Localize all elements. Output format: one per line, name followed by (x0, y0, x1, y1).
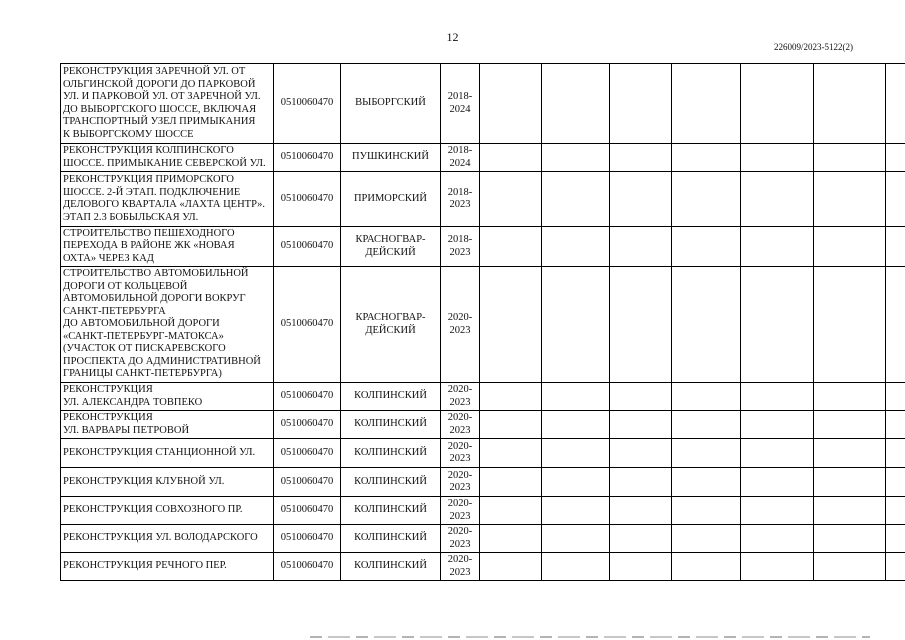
district-cell: КОЛПИНСКИЙ (341, 553, 441, 581)
project-name-cell: РЕКОНСТРУКЦИЯ ЗАРЕЧНОЙ УЛ. ОТ ОЛЬГИНСКОЙ ДОРОГИ ДО ПАРКОВОЙ УЛ. И ПАРКОВОЙ УЛ. ОТ ЗАРЕЧНОЙ УЛ. ДО ВЫБОРГСКОГО ШОССЕ, ВКЛЮЧАЯ ТРАНСПОРТНЫЙ УЗЕЛ ПРИМЫКАНИЯ К ВЫБОРГСКОМУ ШОССЕ (61, 64, 274, 144)
empty-cell (480, 468, 542, 497)
period-cell: 2020- 2023 (441, 439, 480, 468)
empty-cell (814, 144, 886, 172)
district-cell: КОЛПИНСКИЙ (341, 525, 441, 553)
district-cell: КОЛПИНСКИЙ (341, 411, 441, 439)
empty-cell (610, 64, 672, 144)
table-row (61, 267, 905, 383)
empty-cell (886, 227, 905, 267)
budget-code-cell: 0510060470 (274, 383, 341, 411)
district-cell: КОЛПИНСКИЙ (341, 468, 441, 497)
empty-cell (610, 497, 672, 525)
empty-cell (886, 468, 905, 497)
district-cell: ВЫБОРГСКИЙ (341, 64, 441, 144)
empty-cell (542, 439, 610, 468)
empty-cell (814, 64, 886, 144)
page-number: 12 (446, 30, 459, 44)
period-cell: 2020- 2023 (441, 497, 480, 525)
empty-cell (542, 172, 610, 227)
empty-cell (886, 64, 905, 144)
empty-cell (741, 468, 814, 497)
empty-cell (542, 497, 610, 525)
empty-cell (610, 267, 672, 383)
period-cell: 2020- 2023 (441, 553, 480, 581)
empty-cell (610, 411, 672, 439)
empty-cell (610, 525, 672, 553)
empty-cell (542, 383, 610, 411)
empty-cell (542, 468, 610, 497)
table-row (61, 144, 905, 172)
empty-cell (741, 383, 814, 411)
empty-cell (542, 553, 610, 581)
empty-cell (741, 64, 814, 144)
project-name-cell: РЕКОНСТРУКЦИЯ РЕЧНОГО ПЕР. (61, 553, 274, 581)
empty-cell (610, 439, 672, 468)
empty-cell (814, 172, 886, 227)
empty-cell (672, 411, 741, 439)
empty-cell (741, 144, 814, 172)
project-name-cell: РЕКОНСТРУКЦИЯ КЛУБНОЙ УЛ. (61, 468, 274, 497)
scan-artifact (310, 636, 870, 638)
empty-cell (814, 525, 886, 553)
empty-cell (610, 468, 672, 497)
empty-cell (480, 172, 542, 227)
empty-cell (480, 553, 542, 581)
district-cell: КОЛПИНСКИЙ (341, 383, 441, 411)
empty-cell (741, 525, 814, 553)
empty-cell (886, 525, 905, 553)
project-name-cell: РЕКОНСТРУКЦИЯ УЛ. ВОЛОДАРСКОГО (61, 525, 274, 553)
empty-cell (610, 227, 672, 267)
empty-cell (886, 411, 905, 439)
empty-cell (672, 144, 741, 172)
empty-cell (672, 64, 741, 144)
project-name-cell: РЕКОНСТРУКЦИЯ УЛ. АЛЕКСАНДРА ТОВПЕКО (61, 383, 274, 411)
empty-cell (814, 383, 886, 411)
budget-code-cell: 0510060470 (274, 439, 341, 468)
empty-cell (542, 64, 610, 144)
empty-cell (480, 267, 542, 383)
table-row (61, 439, 905, 468)
budget-code-cell: 0510060470 (274, 267, 341, 383)
empty-cell (672, 497, 741, 525)
empty-cell (886, 439, 905, 468)
empty-cell (672, 267, 741, 383)
project-name-cell: РЕКОНСТРУКЦИЯ СТАНЦИОННОЙ УЛ. (61, 439, 274, 468)
empty-cell (886, 172, 905, 227)
project-name-cell: СТРОИТЕЛЬСТВО ПЕШЕХОДНОГО ПЕРЕХОДА В РАЙОНЕ ЖК «НОВАЯ ОХТА» ЧЕРЕЗ КАД (61, 227, 274, 267)
empty-cell (542, 267, 610, 383)
empty-cell (542, 144, 610, 172)
empty-cell (542, 411, 610, 439)
empty-cell (610, 172, 672, 227)
period-cell: 2018- 2024 (441, 144, 480, 172)
table-row (61, 553, 905, 581)
empty-cell (886, 267, 905, 383)
empty-cell (542, 227, 610, 267)
empty-cell (672, 525, 741, 553)
period-cell: 2018- 2024 (441, 64, 480, 144)
empty-cell (480, 439, 542, 468)
budget-code-cell: 0510060470 (274, 172, 341, 227)
empty-cell (741, 439, 814, 468)
empty-cell (886, 383, 905, 411)
empty-cell (480, 144, 542, 172)
table-row (61, 497, 905, 525)
table-row (61, 468, 905, 497)
budget-code-cell: 0510060470 (274, 468, 341, 497)
empty-cell (672, 468, 741, 497)
empty-cell (480, 383, 542, 411)
empty-cell (610, 553, 672, 581)
period-cell: 2020- 2023 (441, 411, 480, 439)
empty-cell (741, 411, 814, 439)
empty-cell (480, 227, 542, 267)
district-cell: ПУШКИНСКИЙ (341, 144, 441, 172)
empty-cell (672, 172, 741, 227)
empty-cell (814, 553, 886, 581)
budget-code-cell: 0510060470 (274, 553, 341, 581)
district-cell: КОЛПИНСКИЙ (341, 439, 441, 468)
empty-cell (480, 525, 542, 553)
district-cell: КРАСНОГВАР- ДЕЙСКИЙ (341, 227, 441, 267)
period-cell: 2020- 2023 (441, 383, 480, 411)
table-row (61, 64, 905, 144)
district-cell: КОЛПИНСКИЙ (341, 497, 441, 525)
empty-cell (741, 553, 814, 581)
empty-cell (741, 227, 814, 267)
empty-cell (480, 64, 542, 144)
project-name-cell: РЕКОНСТРУКЦИЯ СОВХОЗНОГО ПР. (61, 497, 274, 525)
empty-cell (814, 411, 886, 439)
project-name-cell: РЕКОНСТРУКЦИЯ ПРИМОРСКОГО ШОССЕ. 2-Й ЭТАП. ПОДКЛЮЧЕНИЕ ДЕЛОВОГО КВАРТАЛА «ЛАХТА ЦЕНТР». ЭТАП 2.3 БОБЫЛЬСКАЯ УЛ. (61, 172, 274, 227)
project-name-cell: РЕКОНСТРУКЦИЯ КОЛПИНСКОГО ШОССЕ. ПРИМЫКАНИЕ СЕВЕРСКОЙ УЛ. (61, 144, 274, 172)
empty-cell (480, 497, 542, 525)
empty-cell (610, 383, 672, 411)
empty-cell (886, 553, 905, 581)
empty-cell (672, 553, 741, 581)
table-row (61, 172, 905, 227)
empty-cell (741, 172, 814, 227)
empty-cell (741, 497, 814, 525)
empty-cell (814, 267, 886, 383)
table-row (61, 227, 905, 267)
table-row (61, 411, 905, 439)
empty-cell (610, 144, 672, 172)
empty-cell (741, 267, 814, 383)
empty-cell (480, 411, 542, 439)
table-row (61, 525, 905, 553)
district-cell: КРАСНОГВАР- ДЕЙСКИЙ (341, 267, 441, 383)
period-cell: 2020- 2023 (441, 525, 480, 553)
budget-code-cell: 0510060470 (274, 497, 341, 525)
empty-cell (672, 439, 741, 468)
budget-code-cell: 0510060470 (274, 411, 341, 439)
period-cell: 2018- 2023 (441, 227, 480, 267)
budget-code-cell: 0510060470 (274, 64, 341, 144)
empty-cell (542, 525, 610, 553)
empty-cell (886, 144, 905, 172)
table-row (61, 383, 905, 411)
empty-cell (886, 497, 905, 525)
period-cell: 2018- 2023 (441, 172, 480, 227)
district-cell: ПРИМОРСКИЙ (341, 172, 441, 227)
project-name-cell: РЕКОНСТРУКЦИЯ УЛ. ВАРВАРЫ ПЕТРОВОЙ (61, 411, 274, 439)
empty-cell (672, 227, 741, 267)
period-cell: 2020- 2023 (441, 468, 480, 497)
budget-code-cell: 0510060470 (274, 227, 341, 267)
budget-code-cell: 0510060470 (274, 144, 341, 172)
empty-cell (814, 468, 886, 497)
empty-cell (672, 383, 741, 411)
empty-cell (814, 227, 886, 267)
document-reference: 226009/2023-5122(2) (774, 42, 853, 52)
empty-cell (814, 497, 886, 525)
budget-code-cell: 0510060470 (274, 525, 341, 553)
projects-table (60, 63, 905, 581)
period-cell: 2020- 2023 (441, 267, 480, 383)
empty-cell (814, 439, 886, 468)
project-name-cell: СТРОИТЕЛЬСТВО АВТОМОБИЛЬНОЙ ДОРОГИ ОТ КОЛЬЦЕВОЙ АВТОМОБИЛЬНОЙ ДОРОГИ ВОКРУГ САНКТ-ПЕТЕРБУРГА ДО АВТОМОБИЛЬНОЙ ДОРОГИ «САНКТ-ПЕТЕРБУРГ-МАТОКСА» (УЧАСТОК ОТ ПИСКАРЕВСКОГО ПРОСПЕКТА ДО АДМИНИСТРАТИВНОЙ ГРАНИЦЫ САНКТ-ПЕТЕРБУРГА) (61, 267, 274, 383)
